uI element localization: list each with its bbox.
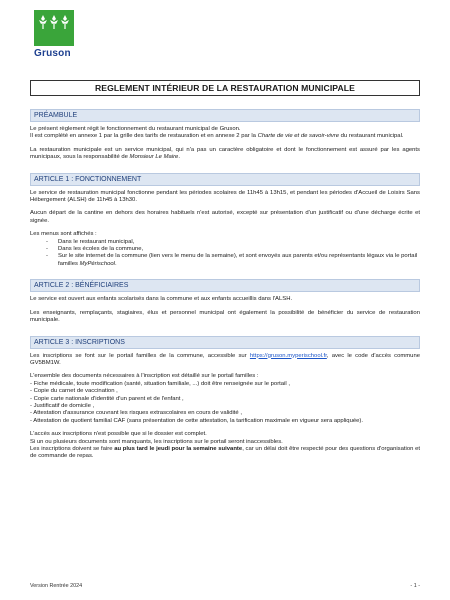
article3-paragraph-1: Les inscriptions se font sur le portail familles de la commune, accessible sur https://gruson.myperischool.fr, avec le code d'accès commune GV5BM1W. [30, 352, 420, 366]
section-heading-article-3: ARTICLE 3 : INSCRIPTIONS [30, 336, 420, 349]
list-item: - Dans les écoles de la commune, [30, 246, 420, 253]
menus-list [30, 239, 420, 269]
list-item: - Copie du carnet de vaccination , [30, 388, 118, 395]
documents-list [30, 381, 420, 425]
list-item: - Dans le restaurant municipal, [30, 239, 420, 246]
document-title: REGLEMENT INTÉRIEUR DE LA RESTAURATION MUNICIPALE [30, 80, 420, 96]
logo-name: Gruson [34, 48, 71, 59]
list-item: - Justificatif de domicile , [30, 402, 95, 409]
fleur-icon [61, 15, 69, 29]
article1-paragraph-1: Le service de restauration municipal fonctionne pendant les périodes scolaires de 11h45 à 13h15, et pendant les périodes d'Accueil de Loisirs Sans Hébergement (ALSH) de 11h45 à 13h30. [30, 189, 420, 204]
article3-line-c: Les inscriptions doivent se faire au plus tard le jeudi pour la semaine suivante, car un délai doit être respecté pour des questions d'organisation et de commande de repas. [30, 445, 421, 460]
article3-line-a: L'accès aux inscriptions n'est possible que si le dossier est complet. [30, 431, 207, 438]
preambule-line-1: Le présent règlement régit le fonctionnement du restaurant municipal de Gruson. [30, 126, 241, 132]
list-item: - Attestation d'assurance couvrant les risques extrascolaires en cours de validité , [30, 410, 242, 417]
section-heading-article-1: ARTICLE 1 : FONCTIONNEMENT [30, 173, 420, 186]
section-heading-article-2: ARTICLE 2 : BÉNÉFICIAIRES [30, 279, 420, 292]
preambule-line-2: Il est complété en annexe 1 par la grille des tarifs de restauration et en annexe 2 par la Charte de vie et de savoir-vivre du restaurant municipal. [30, 133, 404, 140]
article3-line-b: Si un ou plusieurs documents sont manquants, les inscriptions sur le portail seront inaccessibles. [30, 438, 283, 445]
article1-menus-intro: Les menus sont affichés : [30, 231, 97, 238]
footer-version: Version Rentrée 2024 [30, 583, 83, 589]
page-number: - 1 - [410, 583, 420, 589]
logo-emblem [34, 10, 74, 46]
list-item: - Copie carte nationale d'identité d'un parent et de l'enfant , [30, 395, 184, 402]
preambule-paragraph-2: La restauration municipale est un service municipal, qui n'a pas un caractère obligatoire et dont le fonctionnement est assuré par les agents municipaux, sous la responsabilité de Monsieur Le Maire. [30, 146, 420, 161]
article2-paragraph-2: Les enseignants, remplaçants, stagiaires, élus et personnel municipal ont également la possibilité de bénéficier du service de restauration municipale. [30, 309, 420, 324]
list-item: - Attestation de quotient familial CAF (sans présentation de cette attestation, la tarification maximale en vigueur sera appliquée). [30, 417, 364, 424]
page-footer [30, 583, 420, 589]
fleur-icon [50, 15, 58, 29]
section-heading-preambule: PRÉAMBULE [30, 109, 420, 122]
fleur-icon [39, 15, 47, 29]
portal-link[interactable]: https://gruson.myperischool.fr [249, 352, 327, 359]
list-item: - Sur le site internet de la commune (lien vers le menu de la semaine), et sont envoyés aux parents et/ou représentants légaux via le portail familles MyPérischool. [30, 253, 420, 268]
list-item: - Fiche médicale, toute modification (santé, situation familiale, ...) doit être renseignée sur le portail , [30, 380, 290, 387]
article3-docs-intro: L'ensemble des documents nécessaires à l'inscription est détaillé sur le portail familles : [30, 373, 259, 380]
gruson-logo [34, 10, 74, 59]
article1-paragraph-2: Aucun départ de la cantine en dehors des horaires habituels n'est autorisé, excepté sur présentation d'un justificatif ou d'une décharge écrite et signée. [30, 210, 420, 224]
document-body [30, 109, 420, 467]
article2-paragraph-1: Le service est ouvert aux enfants scolarisés dans la commune et aux enfants accueillis dans l'ALSH. [30, 296, 293, 303]
